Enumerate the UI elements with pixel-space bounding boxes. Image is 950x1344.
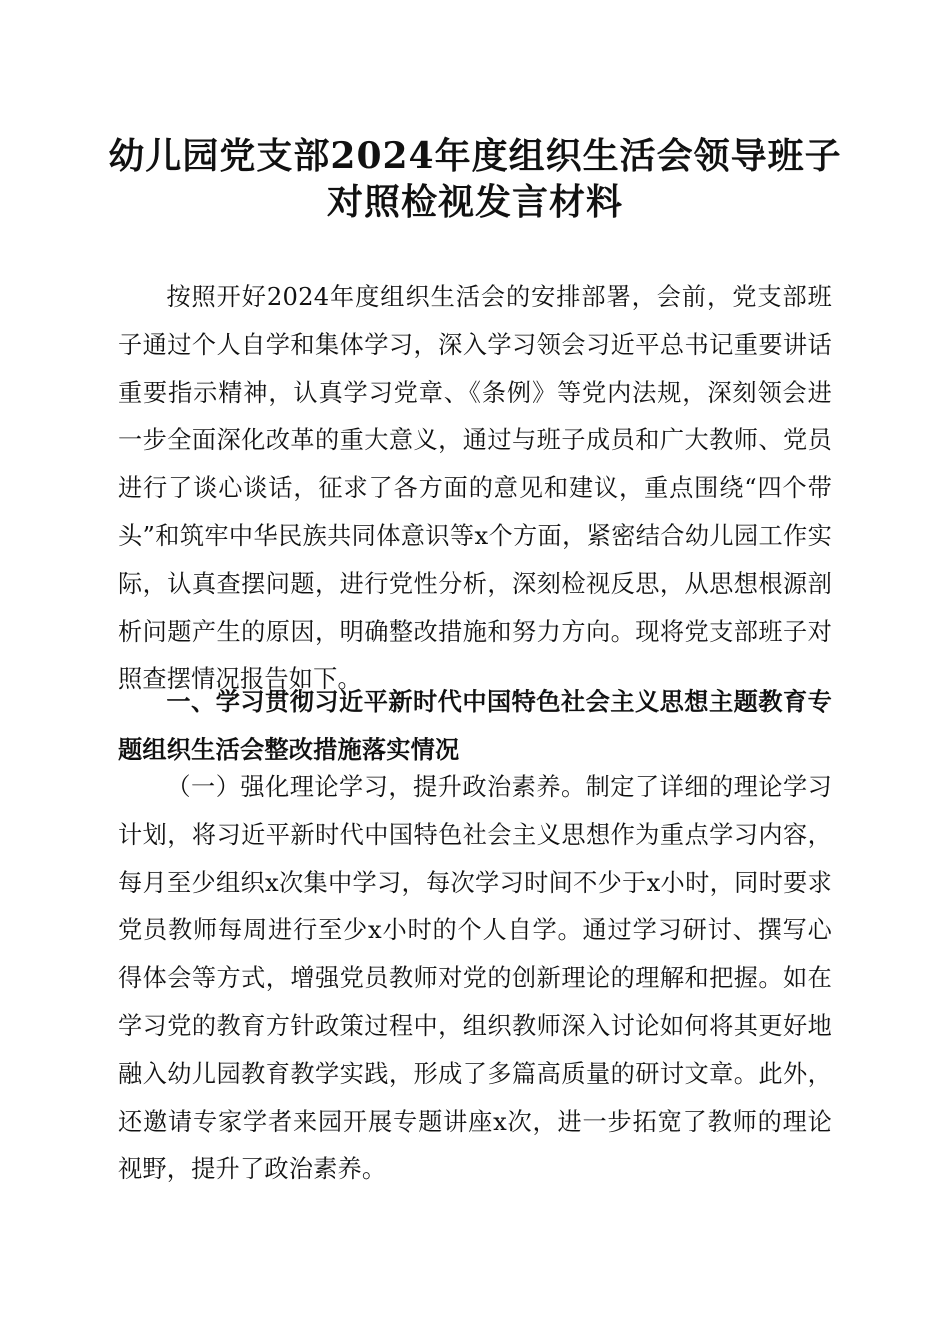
intro-paragraph: 按照开好2024年度组织生活会的安排部署，会前，党支部班子通过个人自学和集体学习，深入学习领会习近平总书记重要讲话重要指示精神，认真学习党章、《条例》等党内法规，深刻领会进一步全面深化改革的重大意义，通过与班子成员和广大教师、党员进行了谈心谈话，征求了各方面的意见和建议，重点围绕“四个带头”和筑牢中华民族共同体意识等x个方面，紧密结合幼儿园工作实际，认真查摆问题，进行党性分析，深刻检视反思，从思想根源剖析问题产生的原因，明确整改措施和努力方向。现将党支部班子对照查摆情况报告如下。 [118, 283, 832, 694]
section-1-paragraph-1: （一）强化理论学习，提升政治素养。制定了详细的理论学习计划，将习近平新时代中国特色社会主义思想作为重点学习内容，每月至少组织x次集中学习，每次学习时间不少于x小时，同时要求党员教师每周进行至少x小时的个人自学。通过学习研讨、撰写心得体会等方式，增强党员教师对党的创新理论的理解和把握。如在学习党的教育方针政策过程中，组织教师深入讨论如何将其更好地融入幼儿园教育教学实践，形成了多篇高质量的研讨文章。此外，还邀请专家学者来园开展专题讲座x次，进一步拓宽了教师的理论视野，提升了政治素养。 [118, 773, 832, 1184]
section-heading-block [118, 679, 832, 775]
title-line-1: 幼儿园党支部2024年度组织生活会领导班子 [108, 135, 842, 177]
intro-paragraph-block [118, 274, 832, 704]
section-1-heading: 一、学习贯彻习近平新时代中国特色社会主义思想主题教育专题组织生活会整改措施落实情况 [118, 688, 832, 764]
document-title [100, 133, 850, 225]
section-paragraph-block [118, 764, 832, 1194]
title-line-2: 对照检视发言材料 [326, 181, 623, 223]
